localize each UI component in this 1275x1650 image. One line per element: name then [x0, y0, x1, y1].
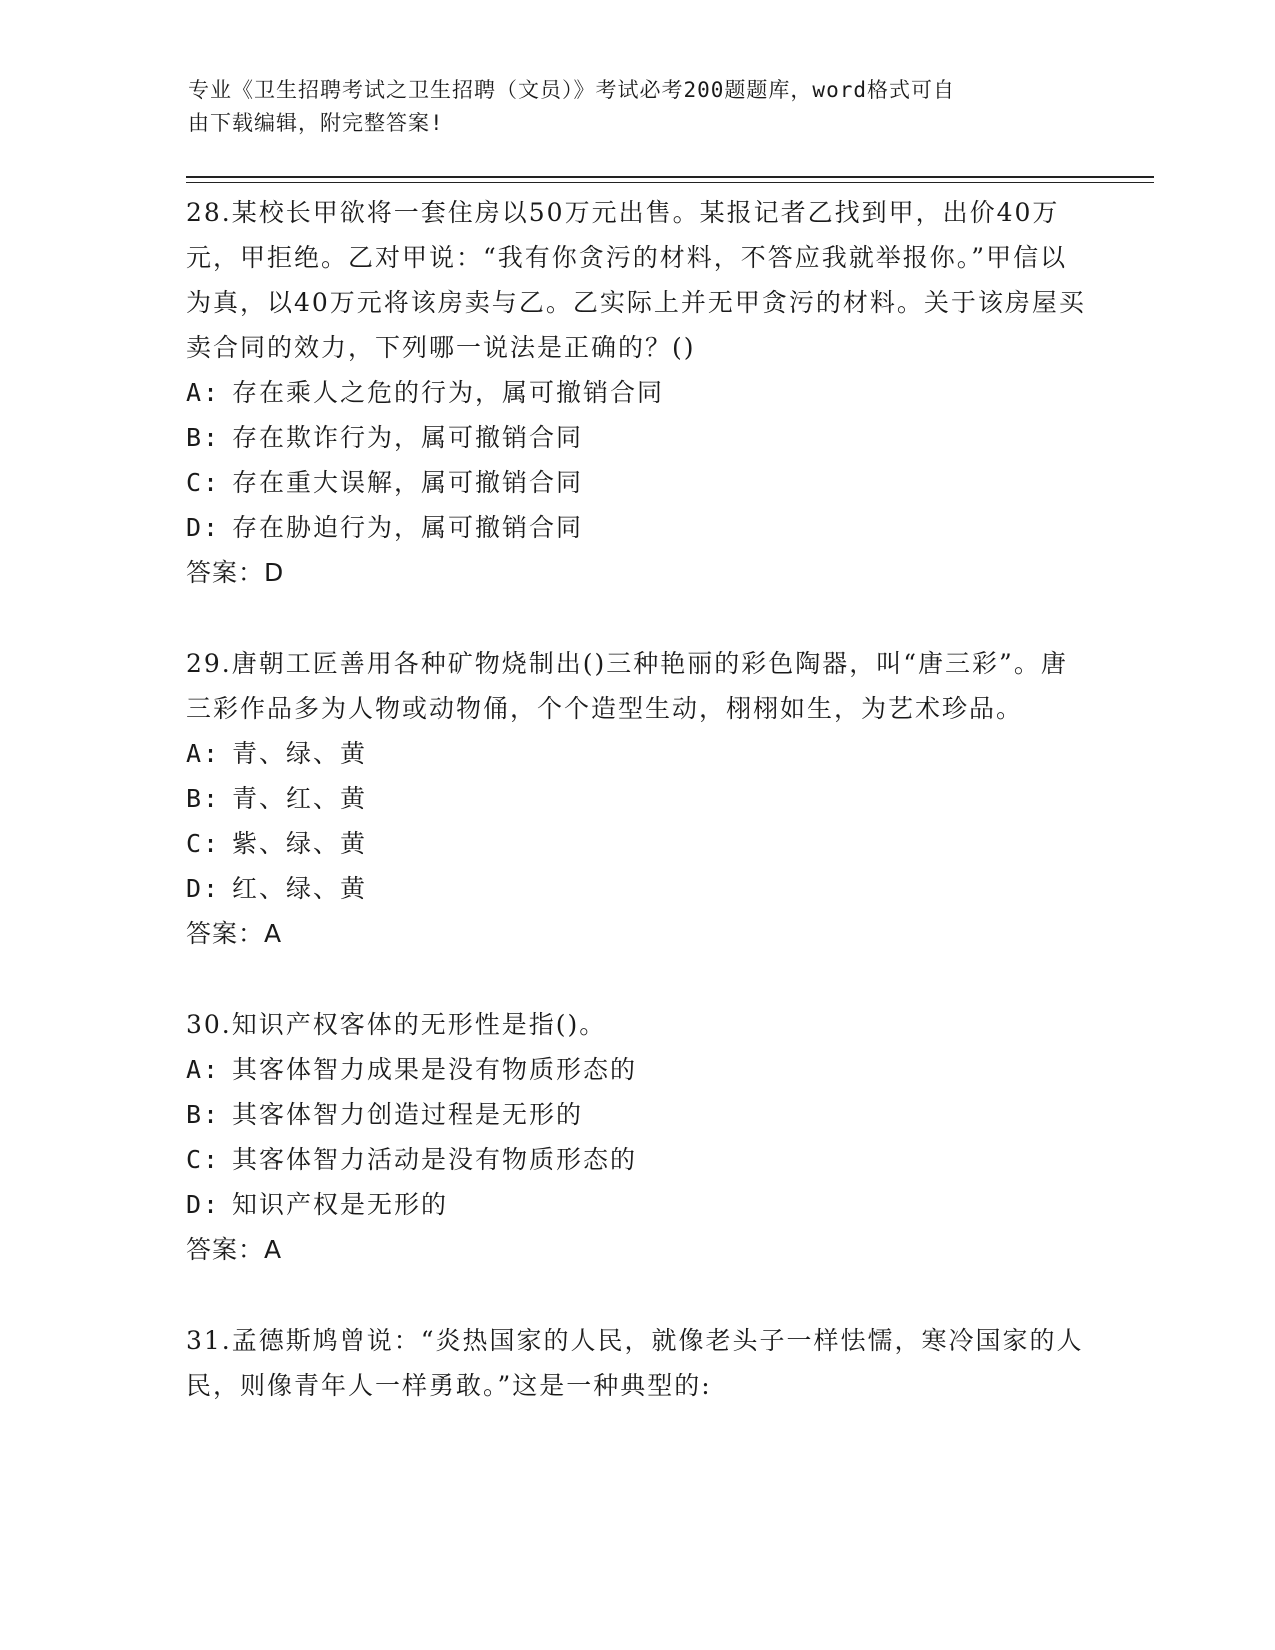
option-text: 青、绿、黄 [232, 739, 368, 768]
question-28 [186, 190, 1086, 595]
header-line-2: 由下载编辑，附完整答案! [188, 111, 444, 135]
option-text: 存在欺诈行为，属可撤销合同 [232, 423, 584, 452]
question-stem: 29.唐朝工匠善用各种矿物烧制出()三种艳丽的彩色陶器，叫“唐三彩”。唐三彩作品多为人物或动物俑，个个造型生动，栩栩如生，为艺术珍品。 [186, 649, 1068, 723]
option-letter: B: [186, 1100, 221, 1129]
option-c [186, 460, 1086, 505]
option-letter: B: [186, 423, 221, 452]
option-d [186, 505, 1086, 550]
answer-text: 答案：A [186, 1235, 283, 1264]
question-stem: 31.孟德斯鸠曾说：“炎热国家的人民，就像老头子一样怯懦，寒冷国家的人民，则像青年人一样勇敢。”这是一种典型的: [186, 1326, 1084, 1400]
option-b [186, 1092, 1086, 1137]
option-text: 其客体智力活动是没有物质形态的 [232, 1145, 638, 1174]
answer-text: 答案：A [186, 919, 283, 948]
option-text: 知识产权是无形的 [232, 1190, 449, 1219]
header-line-1: 专业《卫生招聘考试之卫生招聘（文员）》考试必考200题题库，word格式可自 [188, 78, 955, 102]
option-letter: A: [186, 739, 221, 768]
option-a [186, 731, 1086, 776]
option-text: 存在重大误解，属可撤销合同 [232, 468, 584, 497]
option-letter: D: [186, 513, 221, 542]
page-header [188, 74, 1068, 140]
option-letter: A: [186, 378, 221, 407]
option-c [186, 1137, 1086, 1182]
option-text: 其客体智力创造过程是无形的 [232, 1100, 584, 1129]
option-b [186, 776, 1086, 821]
option-a [186, 1047, 1086, 1092]
option-text: 紫、绿、黄 [232, 829, 368, 858]
option-text: 存在胁迫行为，属可撤销合同 [232, 513, 584, 542]
header-divider-thin [186, 182, 1154, 183]
question-29 [186, 641, 1086, 956]
answer-text: 答案：D [186, 558, 285, 587]
question-list [186, 190, 1086, 1454]
option-text: 存在乘人之危的行为，属可撤销合同 [232, 378, 665, 407]
option-letter: C: [186, 1145, 221, 1174]
header-divider-thick [186, 176, 1154, 178]
option-b [186, 415, 1086, 460]
question-31 [186, 1318, 1086, 1408]
option-text: 红、绿、黄 [232, 874, 368, 903]
option-letter: D: [186, 1190, 221, 1219]
option-letter: C: [186, 468, 221, 497]
option-c [186, 821, 1086, 866]
option-text: 其客体智力成果是没有物质形态的 [232, 1055, 638, 1084]
question-30 [186, 1002, 1086, 1272]
option-letter: A: [186, 1055, 221, 1084]
option-d [186, 866, 1086, 911]
option-letter: C: [186, 829, 221, 858]
question-stem: 30.知识产权客体的无形性是指()。 [186, 1010, 607, 1039]
option-letter: D: [186, 874, 221, 903]
option-d [186, 1182, 1086, 1227]
option-letter: B: [186, 784, 221, 813]
option-text: 青、红、黄 [232, 784, 368, 813]
question-stem: 28.某校长甲欲将一套住房以50万元出售。某报记者乙找到甲，出价40万元，甲拒绝。乙对甲说：“我有你贪污的材料，不答应我就举报你。”甲信以为真，以40万元将该房卖与乙。乙实际上并无甲贪污的材料。关于该房屋买卖合同的效力，下列哪一说法是正确的？() [186, 198, 1086, 362]
option-a [186, 370, 1086, 415]
